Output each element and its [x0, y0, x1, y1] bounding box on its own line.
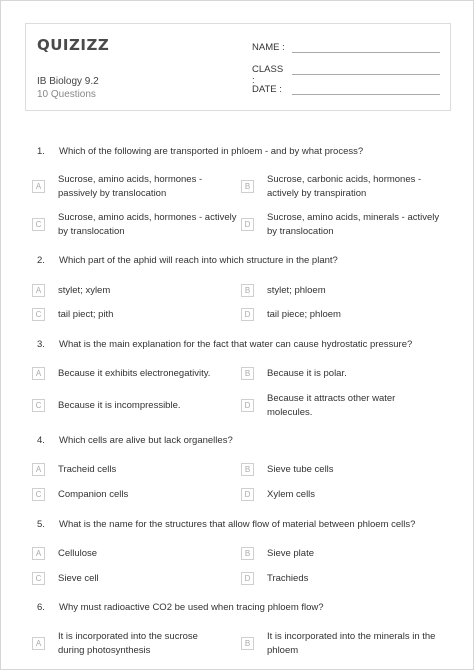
- option-text: tail piect; pith: [58, 309, 114, 320]
- option-text: stylet; phloem: [267, 285, 326, 296]
- option-text: Trachieds: [267, 573, 309, 584]
- option-letter: A: [32, 367, 45, 380]
- option-text: Because it is polar.: [267, 368, 347, 379]
- option-letter: C: [32, 488, 45, 501]
- class-line: [292, 74, 440, 75]
- option-text: Because it is incompressible.: [58, 400, 181, 411]
- option-text: Sucrose, amino acids, hormones - passively by translocation: [58, 174, 203, 199]
- question-text: Why must radioactive CO2 be used when tracing phloem flow?: [59, 602, 324, 613]
- option-text: tail piece; phloem: [267, 309, 341, 320]
- option-letter: B: [241, 547, 254, 560]
- option-text: Because it exhibits electronegativity.: [58, 368, 211, 379]
- option-text: Sucrose, carbonic acids, hormones - actively by transpiration: [267, 174, 422, 199]
- option-letter: B: [241, 284, 254, 297]
- date-field[interactable]: [252, 84, 288, 95]
- option-letter: B: [241, 637, 254, 650]
- option-letter: D: [241, 399, 254, 412]
- option-letter: A: [32, 637, 45, 650]
- option-text: stylet; xylem: [58, 285, 111, 296]
- option-letter: A: [32, 463, 45, 476]
- option-text: Companion cells: [58, 489, 129, 500]
- name-field[interactable]: [252, 42, 288, 53]
- worksheet-header: [25, 23, 451, 111]
- date-line: [292, 94, 440, 95]
- option-text: It is incorporated into the minerals in the phloem: [267, 631, 436, 656]
- worksheet-title: IB Biology 9.2: [37, 76, 99, 87]
- name-line: [292, 52, 440, 53]
- option-letter: A: [32, 180, 45, 193]
- question-text: Which part of the aphid will reach into which structure in the plant?: [59, 255, 338, 266]
- question-number: 2.: [37, 255, 45, 266]
- option-letter: D: [241, 488, 254, 501]
- class-label: CLASS :: [252, 64, 284, 86]
- question-number: 6.: [37, 602, 45, 613]
- option-letter: C: [32, 572, 45, 585]
- question-number: 1.: [37, 146, 45, 157]
- question-text: What is the name for the structures that allow flow of material between phloem cells?: [59, 519, 416, 530]
- option-letter: D: [241, 308, 254, 321]
- option-text: Sieve cell: [58, 573, 99, 584]
- quizizz-logo: QUIZIZZ: [37, 36, 110, 54]
- question-number: 5.: [37, 519, 45, 530]
- name-label: NAME :: [252, 42, 285, 53]
- option-text: It is incorporated into the sucrose during photosynthesis: [58, 631, 198, 656]
- option-letter: A: [32, 284, 45, 297]
- question-number: 4.: [37, 435, 45, 446]
- class-field[interactable]: [252, 64, 288, 86]
- option-letter: A: [32, 547, 45, 560]
- option-text: Sucrose, amino acids, minerals - actively by translocation: [267, 212, 440, 237]
- option-text: Sieve plate: [267, 548, 315, 559]
- option-text: Because it attracts other water molecules.: [267, 393, 396, 418]
- option-letter: D: [241, 572, 254, 585]
- date-label: DATE :: [252, 84, 282, 95]
- question-text: What is the main explanation for the fact that water can cause hydrostatic pressure?: [59, 339, 413, 350]
- option-letter: D: [241, 218, 254, 231]
- question-count: 10 Questions: [37, 89, 96, 100]
- option-letter: B: [241, 463, 254, 476]
- option-text: Tracheid cells: [58, 464, 117, 475]
- option-text: Sucrose, amino acids, hormones - actively by translocation: [58, 212, 237, 237]
- question-number: 3.: [37, 339, 45, 350]
- option-letter: C: [32, 308, 45, 321]
- option-text: Cellulose: [58, 548, 98, 559]
- option-text: Sieve tube cells: [267, 464, 334, 475]
- option-letter: B: [241, 180, 254, 193]
- question-text: Which of the following are transported in phloem - and by what process?: [59, 146, 364, 157]
- question-text: Which cells are alive but lack organelles?: [59, 435, 233, 446]
- option-letter: B: [241, 367, 254, 380]
- option-letter: C: [32, 218, 45, 231]
- option-text: Xylem cells: [267, 489, 316, 500]
- option-letter: C: [32, 399, 45, 412]
